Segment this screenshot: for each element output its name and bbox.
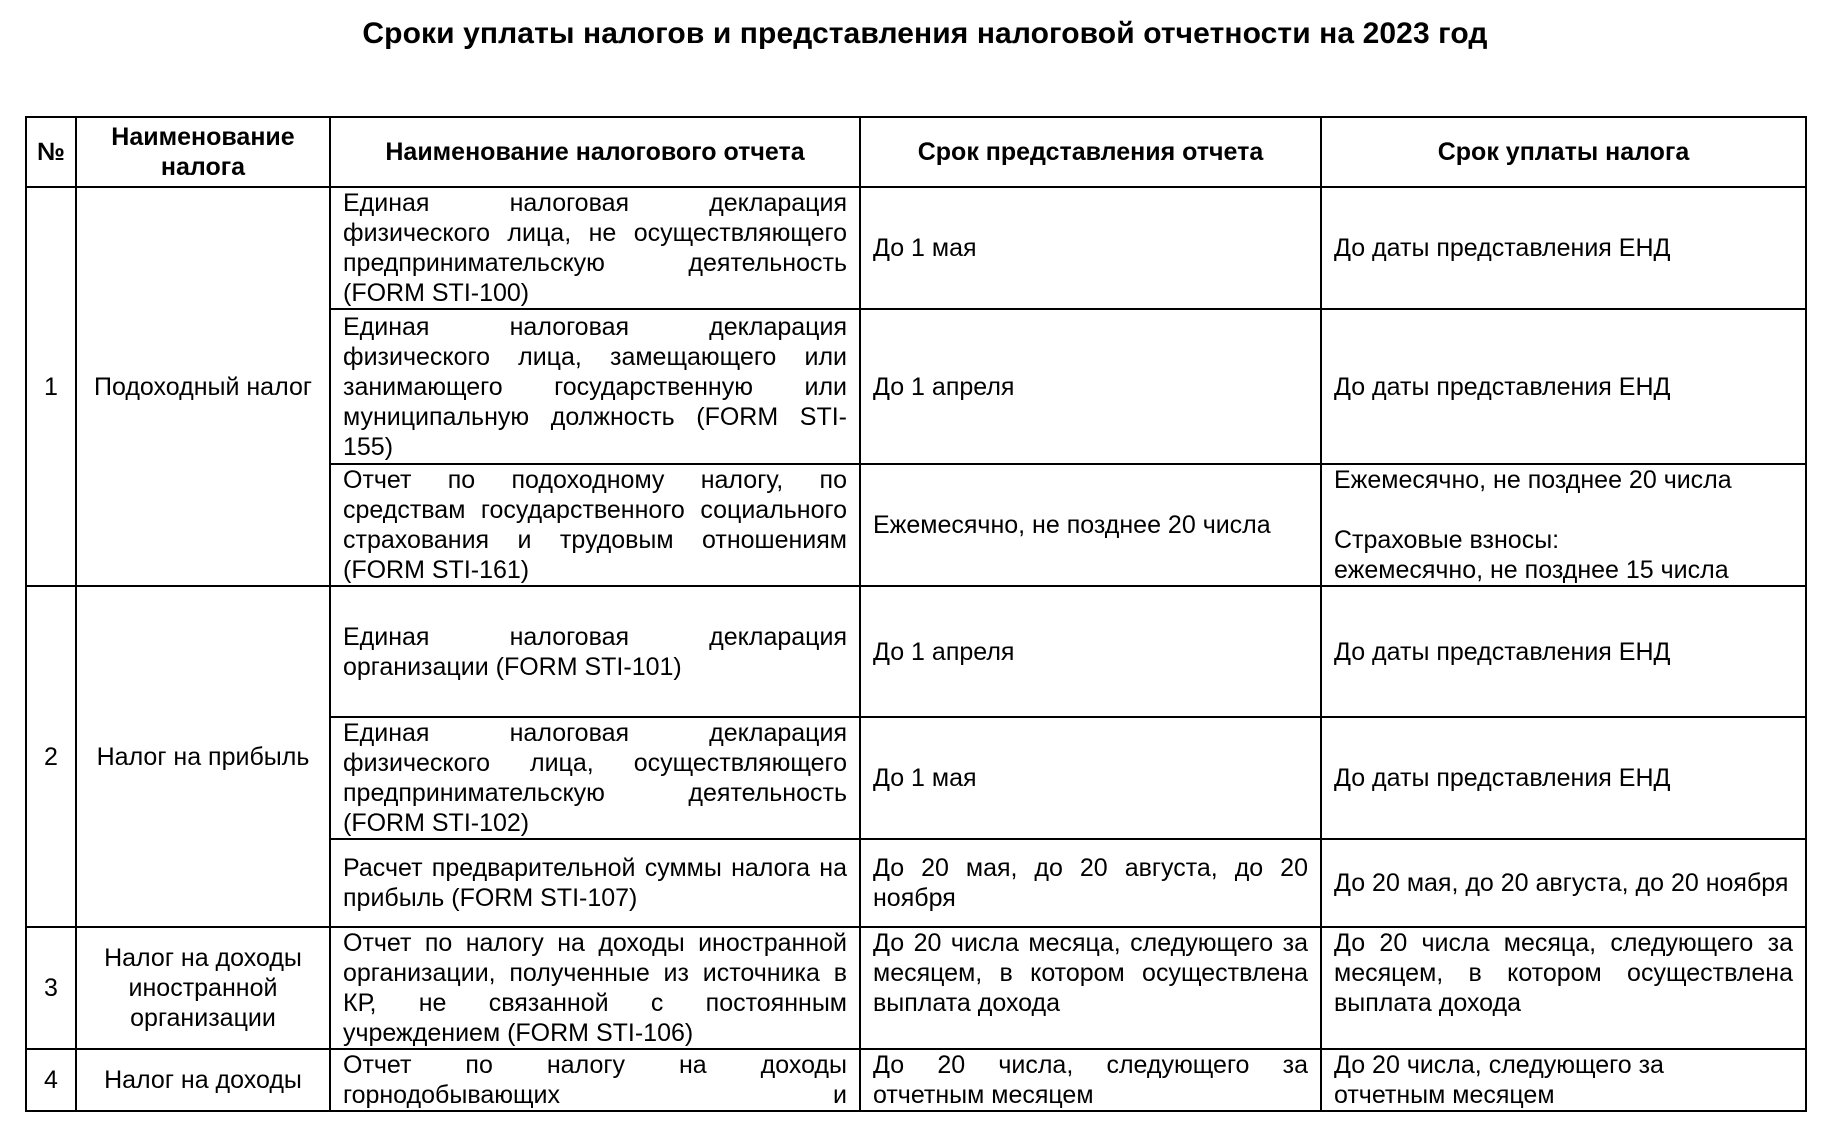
report-deadline-cell: До 20 мая, до 20 августа, до 20 ноября — [860, 839, 1321, 927]
header-report-name: Наименование налогового отчета — [330, 117, 860, 187]
report-deadline-cell: До 1 мая — [860, 187, 1321, 309]
report-deadline-cell: До 1 мая — [860, 717, 1321, 839]
payment-deadline-cell — [1321, 464, 1806, 586]
header-report-deadline: Срок представления отчета — [860, 117, 1321, 187]
payment-deadline-cell: До 20 мая, до 20 августа, до 20 ноября — [1321, 839, 1806, 927]
table-header-row — [26, 117, 1806, 187]
line-gap — [1334, 495, 1793, 525]
tax-name-cell: Налог на доходы — [76, 1049, 330, 1111]
report-deadline-cell: До 20 числа месяца, следующего за месяцем, в котором осуществлена выплата дохода — [860, 927, 1321, 1049]
payment-deadline-cell: До 20 числа месяца, следующего за месяцем, в котором осуществлена выплата дохода — [1321, 927, 1806, 1049]
report-deadline-cell: До 1 апреля — [860, 586, 1321, 717]
table-row — [26, 187, 1806, 309]
payment-deadline-cell: До даты представления ЕНД — [1321, 586, 1806, 717]
tax-name-cell: Налог на доходы иностранной организации — [76, 927, 330, 1049]
payment-deadline-cell — [1321, 1049, 1806, 1111]
report-deadline-cell: Ежемесячно, не позднее 20 числа — [860, 464, 1321, 586]
payment-deadline-line: До 20 числа, следующего за — [1334, 1051, 1664, 1079]
report-name-cell: Единая налоговая декларация физического лица, замещающего или занимающего государственную или муниципальную должность (FORM STI-155) — [330, 309, 860, 464]
row-number: 1 — [26, 187, 76, 586]
report-deadline-cell: До 1 апреля — [860, 309, 1321, 464]
table-row — [26, 586, 1806, 717]
header-payment-deadline: Срок уплаты налога — [1321, 117, 1806, 187]
report-deadline-cell: До 20 числа, следующего за отчетным месяцем — [860, 1049, 1321, 1111]
insurance-deadline: ежемесячно, не позднее 15 числа — [1334, 556, 1729, 584]
report-name-cell: Единая налоговая декларация организации (FORM STI-101) — [330, 586, 860, 717]
tax-deadlines-table — [25, 116, 1807, 1112]
payment-deadline-line: отчетным месяцем — [1334, 1081, 1555, 1109]
payment-deadline-cell: До даты представления ЕНД — [1321, 187, 1806, 309]
header-tax-name: Наименование налога — [76, 117, 330, 187]
row-number: 2 — [26, 586, 76, 927]
tax-name-cell: Подоходный налог — [76, 187, 330, 586]
row-number: 4 — [26, 1049, 76, 1111]
report-name-cell: Единая налоговая декларация физического лица, осуществляющего предпринимательскую деятельность (FORM STI-102) — [330, 717, 860, 839]
table-row — [26, 927, 1806, 1049]
payment-deadline-cell: До даты представления ЕНД — [1321, 717, 1806, 839]
report-name-cell: Единая налоговая декларация физического лица, не осуществляющего предпринимательскую деятельность (FORM STI-100) — [330, 187, 860, 309]
report-name-cell: Отчет по подоходному налогу, по средствам государственного социального страхования и трудовым отношениям (FORM STI-161) — [330, 464, 860, 586]
payment-deadline-line: Ежемесячно, не позднее 20 числа — [1334, 466, 1732, 494]
report-name-cell: Расчет предварительной суммы налога на прибыль (FORM STI-107) — [330, 839, 860, 927]
table-row — [26, 1049, 1806, 1111]
report-name-cell: Отчет по налогу на доходы горнодобывающих и — [330, 1049, 860, 1111]
insurance-label: Страховые взносы: — [1334, 526, 1560, 554]
tax-name-cell: Налог на прибыль — [76, 586, 330, 927]
page-title: Сроки уплаты налогов и представления налоговой отчетности на 2023 год — [362, 17, 1488, 50]
payment-deadline-cell: До даты представления ЕНД — [1321, 309, 1806, 464]
report-name-cell: Отчет по налогу на доходы иностранной организации, полученные из источника в КР, не связанной с постоянным учреждением (FORM STI-106) — [330, 927, 860, 1049]
header-num: № — [26, 117, 76, 187]
row-number: 3 — [26, 927, 76, 1049]
